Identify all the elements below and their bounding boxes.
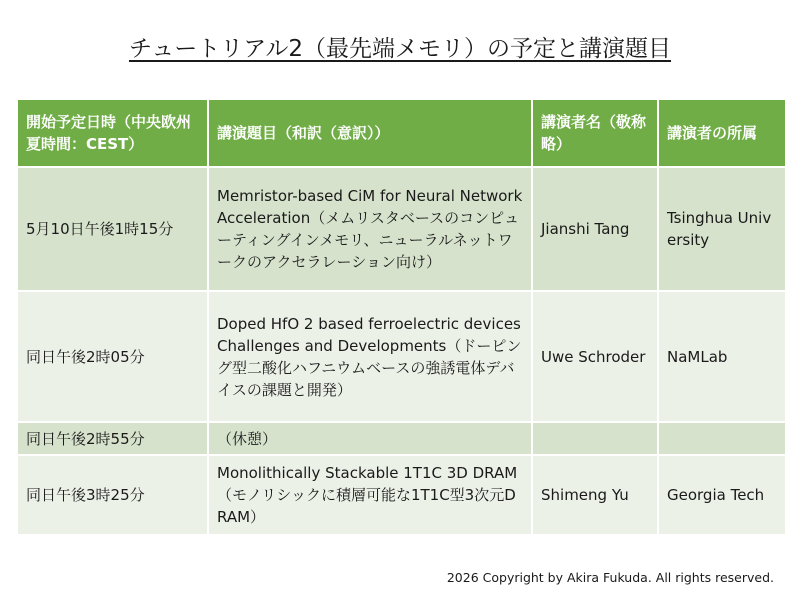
table-row — [17, 422, 786, 455]
cell-title: Monolithically Stackable 1T1C 3D DRAM（モノリシックに積層可能な1T1C型3次元DRAM） — [208, 455, 532, 535]
cell-time: 5月10日午後1時15分 — [17, 167, 208, 291]
table-row — [17, 291, 786, 422]
header-speaker: 講演者名（敬称略） — [532, 99, 658, 167]
table-row — [17, 167, 786, 291]
page-title — [0, 30, 800, 63]
cell-speaker: Jianshi Tang — [532, 167, 658, 291]
cell-affiliation — [658, 422, 786, 455]
header-time: 開始予定日時（中央欧州夏時間：CEST） — [17, 99, 208, 167]
cell-title: Doped HfO 2 based ferroelectric devices Challenges and Developments（ドーピング型二酸化ハフニウムベースの強誘電体デバイスの課題と開発） — [208, 291, 532, 422]
cell-title: （休憩） — [208, 422, 532, 455]
page-title-text: チュートリアル2（最先端メモリ）の予定と講演題目 — [128, 36, 672, 62]
table-row — [17, 455, 786, 535]
cell-affiliation: NaMLab — [658, 291, 786, 422]
table-header-row — [17, 99, 786, 167]
cell-speaker: Uwe Schroder — [532, 291, 658, 422]
cell-affiliation: Tsinghua University — [658, 167, 786, 291]
cell-time: 同日午後2時05分 — [17, 291, 208, 422]
schedule-table — [16, 98, 787, 536]
cell-speaker: Shimeng Yu — [532, 455, 658, 535]
header-title: 講演題目（和訳（意訳）） — [208, 99, 532, 167]
cell-time: 同日午後2時55分 — [17, 422, 208, 455]
copyright-footer: 2026 Copyright by Akira Fukuda. All rights reserved. — [446, 570, 774, 585]
cell-affiliation: Georgia Tech — [658, 455, 786, 535]
cell-speaker — [532, 422, 658, 455]
cell-title: Memristor-based CiM for Neural Network Acceleration（メムリスタベースのコンピューティングインメモリ、ニューラルネットワークのアクセラレーション向け） — [208, 167, 532, 291]
header-affiliation: 講演者の所属 — [658, 99, 786, 167]
cell-time: 同日午後3時25分 — [17, 455, 208, 535]
